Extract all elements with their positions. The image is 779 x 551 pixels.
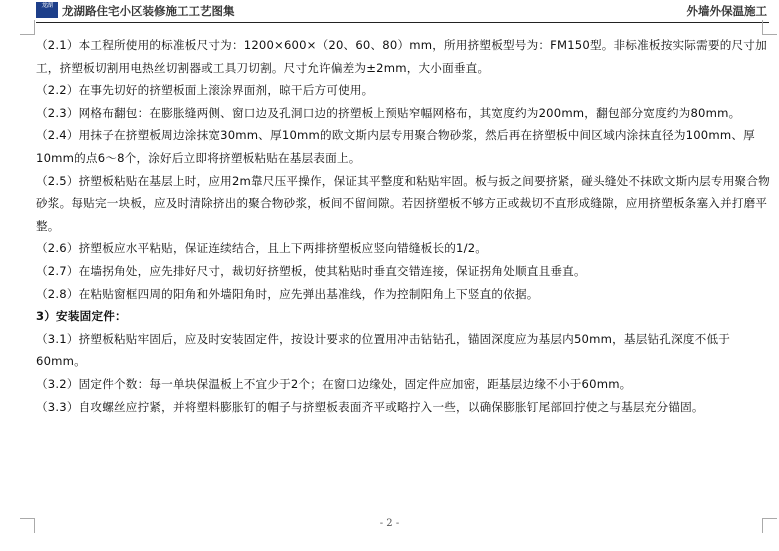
paragraph-2-1: （2.1）本工程所使用的标准板尺寸为：1200×600×（20、60、80）mm，所用挤塑板型号为：FM150型。非标准板按实际需要的尺寸加工，挤塑板切割用电热丝切割器或工具刀切割。尺寸允许偏差为±2mm，大小面垂直。 [36,38,767,75]
paragraph-3-3: （3.3）自攻螺丝应拧紧，并将塑料膨胀钉的帽子与挤塑板表面齐平或略拧入一些，以确保膨胀钉尾部回拧使之与基层充分锚固。 [36,399,704,414]
company-logo: 龙湖 [36,2,58,18]
section-heading: 3）安装固定件： [36,309,127,324]
crop-mark-top-left [20,20,35,35]
paragraph-2-4: （2.4）用抹子在挤塑板周边涂抹宽30mm、厚10mm的欧文斯内层专用聚合物砂浆，然后再在挤塑板中间区域内涂抹直径为100mm、厚10mm的点6～8个，涂好后立即将挤塑板粘贴在基层表面上。 [36,128,755,165]
page-header [36,0,769,23]
paragraph-2-6: （2.6）挤塑板应水平粘贴，保证连续结合，且上下两排挤塑板应竖向错缝板长的1/2。 [36,241,488,256]
paragraph-2-8: （2.8）在粘贴窗框四周的阳角和外墙阳角时，应先弹出基准线，作为控制阳角上下竖直的依据。 [36,286,539,301]
section-title: 外墙外保温施工 [686,4,767,18]
crop-mark-top-right [762,20,777,35]
paragraph-2-2: （2.2）在事先切好的挤塑板面上滚涂界面剂，晾干后方可使用。 [36,83,374,98]
body-content [36,34,771,418]
paragraph-2-3: （2.3）网格布翻包：在膨胀缝两侧、窗口边及孔洞口边的挤塑板上预贴窄幅网格布，其宽度约为200mm，翻包部分宽度约为80mm。 [36,105,741,120]
paragraph-3-1: （3.1）挤塑板粘贴牢固后，应及时安装固定件，按设计要求的位置用冲击钻钻孔，锚固深度应为基层内50mm，基层钻孔深度不低于60mm。 [36,331,731,369]
paragraph-2-7: （2.7）在墙拐角处，应先排好尺寸，裁切好挤塑板，使其粘贴时垂直交错连接，保证拐角处顺直且垂直。 [36,263,586,278]
document-title: 龙湖路住宅小区装修施工工艺图集 [62,4,235,18]
paragraph-3-2: （3.2）固定件个数：每一单块保温板上不宜少于2个；在窗口边缘处，固定件应加密，距基层边缘不小于60mm。 [36,376,632,391]
paragraph-2-5: （2.5）挤塑板粘贴在基层上时，应用2m靠尺压平操作，保证其平整度和粘贴牢固。板与扳之间要挤紧，碰头缝处不抹欧文斯内层专用聚合物砂浆。每贴完一块板，应及时清除挤出的聚合物砂浆，板间不留间隙。若因挤塑板不够方正或裁切不直形成缝隙，应用挤塑板条塞入并打磨平整。 [36,173,770,233]
page-number: - 2 - [379,518,400,529]
